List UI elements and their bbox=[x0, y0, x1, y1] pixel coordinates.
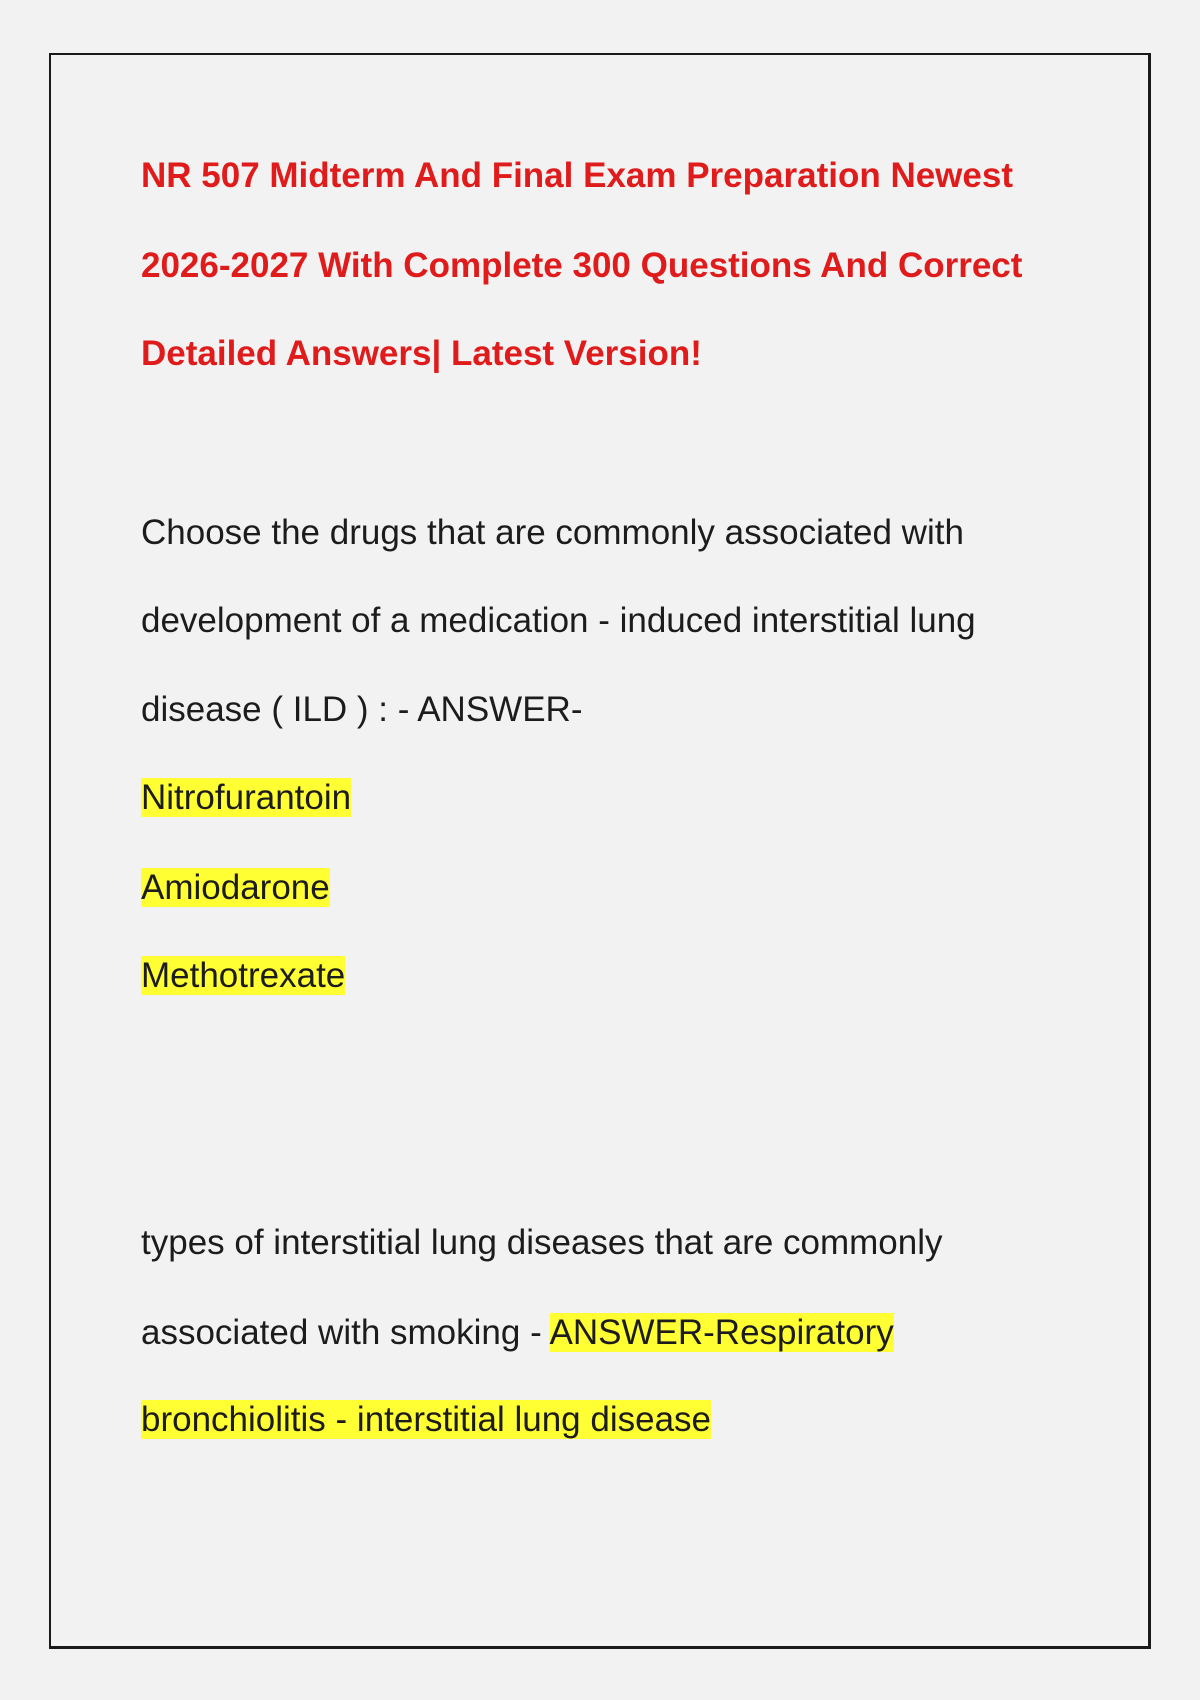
question-1-line-2: development of a medication - induced interstitial lung bbox=[141, 601, 976, 640]
answer-highlight: Nitrofurantoin bbox=[141, 778, 352, 817]
answer-item bbox=[141, 865, 330, 911]
document-title-line-2: 2026-2027 With Complete 300 Questions And Correct bbox=[141, 246, 1023, 285]
answer-highlight: Methotrexate bbox=[141, 956, 346, 995]
question-1-line-3: disease ( ILD ) : - ANSWER- bbox=[141, 690, 583, 729]
document-title-line-1: NR 507 Midterm And Final Exam Preparation Newest bbox=[141, 156, 1013, 195]
answer-highlight: bronchiolitis - interstitial lung disease bbox=[141, 1400, 711, 1439]
answer-item bbox=[141, 775, 351, 821]
document-title-line-3: Detailed Answers| Latest Version! bbox=[141, 334, 702, 373]
answer-item bbox=[141, 953, 345, 999]
answer-highlight: Amiodarone bbox=[141, 868, 330, 907]
question-2-line-3 bbox=[141, 1397, 711, 1443]
answer-highlight: ANSWER-Respiratory bbox=[549, 1313, 894, 1352]
question-2-line-2 bbox=[141, 1310, 894, 1356]
question-2-line-1: types of interstitial lung diseases that are commonly bbox=[141, 1223, 943, 1262]
question-2-text: associated with smoking - bbox=[141, 1313, 550, 1352]
question-1-line-1: Choose the drugs that are commonly associated with bbox=[141, 513, 964, 552]
